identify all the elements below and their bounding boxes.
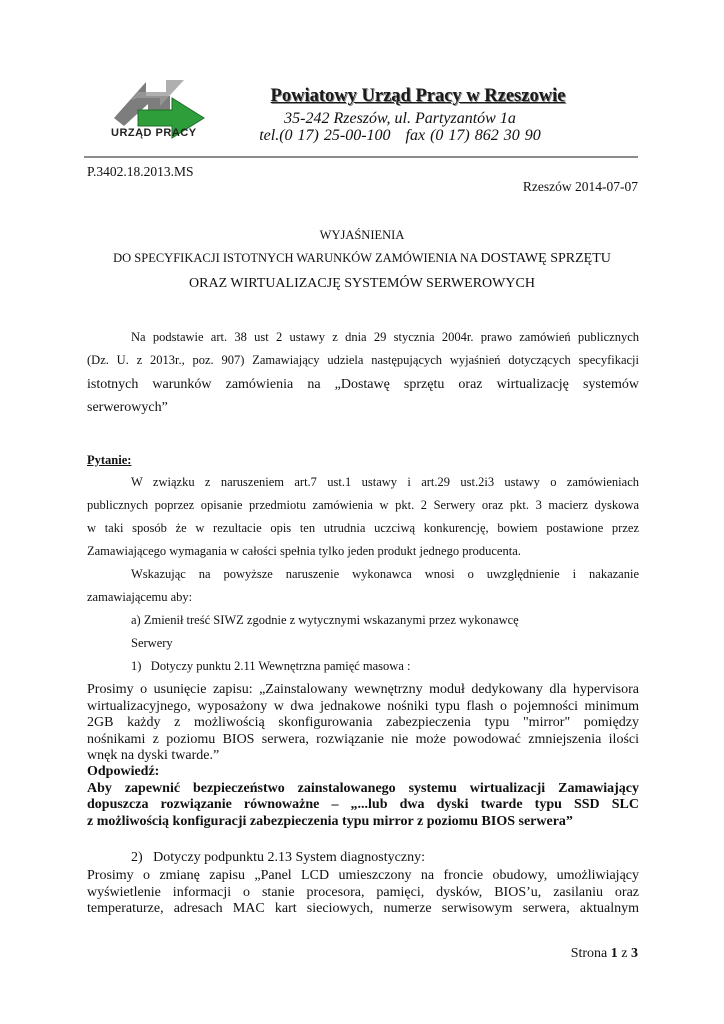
page-number: Strona 1 z 3 — [570, 946, 638, 961]
question-line: publicznych poprzez opisanie przedmiotu zamówienia w pkt. 2 Serwery oraz pkt. 3 macierz dyskowa — [87, 498, 639, 512]
question-line: Serwery — [131, 636, 173, 650]
question-line: Zamawiającego wymagania w całości spełnia tylko jeden produkt jednego producenta. — [87, 544, 521, 558]
document-subtitle-line-2: ORAZ WIRTUALIZACJĘ SYSTEMÓW SERWEROWYCH — [189, 276, 535, 291]
header-divider — [84, 156, 638, 158]
question-line: W związku z naruszeniem art.7 ust.1 ustawy i art.29 ust.2i3 ustawy o zamówieniach — [131, 475, 639, 489]
intro-line: (Dz. U. z 2013r., poz. 907) Zamawiający udziela następujących wyjaśnień dotyczących specyfikacji — [87, 353, 639, 367]
office-address: 35-242 Rzeszów, ul. Partyzantów 1a — [284, 110, 516, 127]
place-date: Rzeszów 2014-07-07 — [522, 179, 638, 194]
intro-line: serwerowych” — [87, 400, 168, 415]
question-paragraph — [87, 471, 639, 678]
request-1-line: wnęk na dyski twarde.” — [87, 748, 220, 763]
subtitle-part-a: DO SPECYFIKACJI ISTOTNYCH WARUNKÓW ZAMÓWIENIA NA — [113, 251, 478, 265]
question-line: zamawiającemu aby: — [87, 590, 193, 604]
answer-block — [87, 764, 639, 830]
intro-line: Na podstawie art. 38 ust 2 ustawy z dnia 29 stycznia 2004r. prawo zamówień publicznych — [131, 330, 639, 344]
office-phone-fax: tel.(0 17) 25-00-100 fax (0 17) 862 30 90 — [259, 127, 541, 144]
logo-text: URZĄD PRACY — [111, 127, 197, 139]
request-1-line: 2GB każdy z możliwością skonfigurowania zabezpieczenia typu "mirror" pomiędzy — [87, 715, 639, 730]
reference-number: P.3402.18.2013.MS — [87, 164, 194, 179]
request-2-line: wyświetlenie informacji o stanie procesora, pamięci, dysków, BIOS’u, zasilaniu oraz — [87, 884, 639, 900]
document-subtitle — [60, 251, 664, 267]
item-2-heading: 2) Dotyczy podpunktu 2.13 System diagnostyczny: — [131, 850, 425, 865]
request-1-paragraph — [87, 682, 639, 765]
document-title: WYJAŚNIENIA — [319, 228, 405, 242]
request-1-line: wirtualizacyjnego, wyposażony w dwa jednakowe nośniki typu flash o pojemności minimum — [87, 698, 639, 714]
office-name: Powiatowy Urząd Pracy w Rzeszowie — [270, 86, 566, 106]
answer-line: dopuszcza rozwiązanie równoważne – „...lub dwa dyski twarde typu SSD SLC — [87, 797, 639, 812]
request-2-line: temperaturze, adresach MAC kart sieciowych, numerze serwisowym serwera, aktualnym — [87, 901, 639, 916]
question-line: 1) Dotyczy punktu 2.11 Wewnętrzna pamięć masowa : — [131, 659, 411, 673]
question-line: w taki sposób że w rezultacie opis ten utrudnia uczciwą konkurencję, bowiem postawione przez — [87, 521, 639, 535]
answer-line: z możliwością konfiguracji zabezpieczenia typu mirror z poziomu BIOS serwera” — [87, 813, 573, 829]
request-1-line: Prosimy o usunięcie zapisu: „Zainstalowany wewnętrzny moduł dedykowany dla hypervisora — [87, 682, 639, 697]
answer-heading: Odpowiedź: — [87, 764, 160, 779]
request-2-line: Prosimy o zmianę zapisu „Panel LCD umieszczony na froncie obudowy, umożliwiający — [87, 868, 639, 883]
request-1-line: nośnikami z poziomu BIOS serwera, rozwiązanie nie może powodować zmniejszenia ilości — [87, 731, 639, 747]
request-2-paragraph — [87, 868, 639, 918]
question-line: a) Zmienił treść SIWZ zgodnie z wytycznymi wskazanymi przez wykonawcę — [131, 613, 519, 627]
subtitle-part-b: DOSTAWĘ SPRZĘTU — [480, 251, 611, 266]
answer-line: Aby zapewnić bezpieczeństwo zainstalowanego systemu wirtualizacji Zamawiający — [87, 780, 639, 796]
intro-line: istotnych warunków zamówienia na „Dostawę sprzętu oraz wirtualizację systemów — [87, 377, 639, 392]
question-line: Wskazując na powyższe naruszenie wykonawca wnosi o uwzględnienie i nakazanie — [131, 567, 639, 581]
question-heading: Pytanie: — [87, 453, 132, 467]
intro-paragraph — [87, 326, 639, 418]
